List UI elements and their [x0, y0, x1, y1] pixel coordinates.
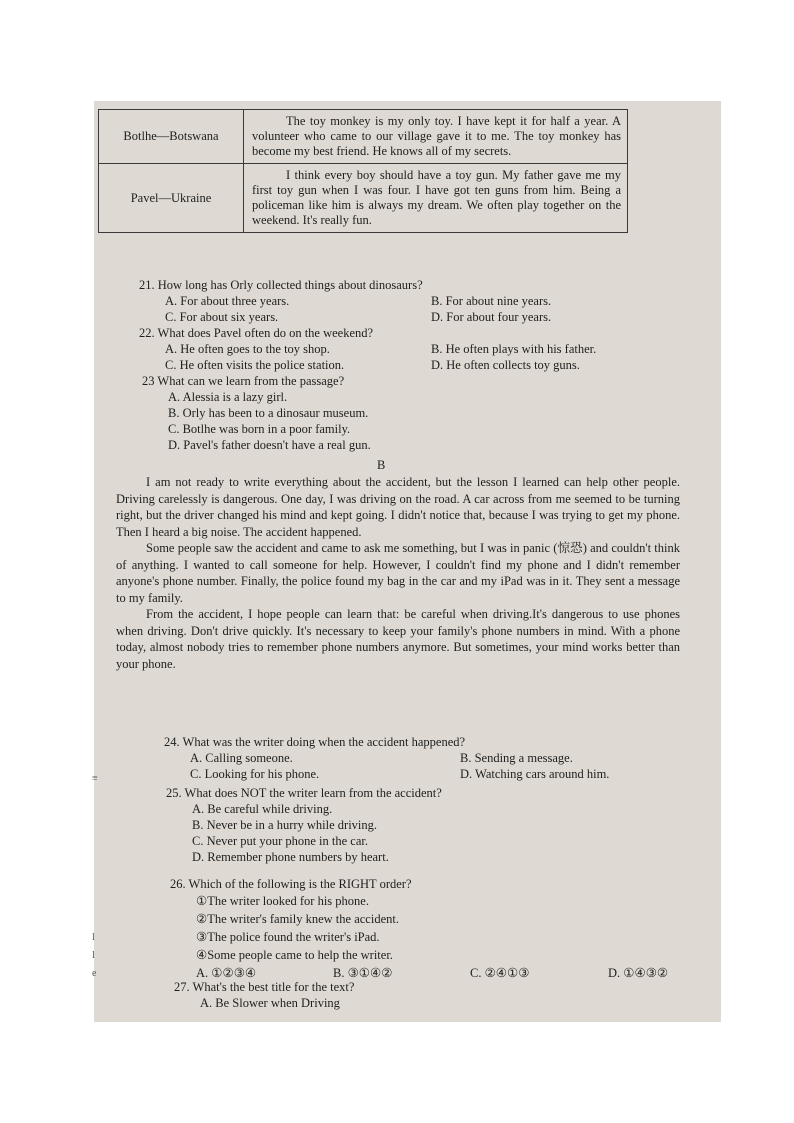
option[interactable]: D. Watching cars around him.: [460, 767, 610, 781]
question-22: [139, 325, 659, 373]
option[interactable]: A. Be Slower when Driving: [200, 996, 340, 1010]
question-24: [164, 734, 694, 782]
option[interactable]: A. ①②③④: [196, 966, 257, 980]
option[interactable]: C. Looking for his phone.: [190, 767, 320, 781]
info-table: [98, 109, 628, 233]
option[interactable]: C. Never put your phone in the car.: [192, 834, 368, 848]
option[interactable]: B. Orly has been to a dinosaur museum.: [168, 406, 369, 420]
person-text: The toy monkey is my only toy. I have kept it for half a year. A volunteer who came to our village gave it to me. The toy monkey has become my best friend. He knows all of my secrets.: [244, 110, 628, 164]
option[interactable]: D. Remember phone numbers by heart.: [192, 850, 389, 864]
order-item: ①The writer looked for his phone.: [196, 894, 369, 908]
option[interactable]: C. ②④①③: [470, 966, 530, 980]
option[interactable]: C. For about six years.: [165, 310, 279, 324]
question-text: 26. Which of the following is the RIGHT order?: [170, 877, 412, 891]
margin-mark: e: [92, 968, 97, 979]
exam-page: [94, 101, 721, 1022]
question-text: 24. What was the writer doing when the accident happened?: [164, 735, 466, 749]
margin-mark: l: [92, 950, 95, 961]
passage-paragraph: I am not ready to write everything about the accident, but the lesson I learned can help other people. Driving carelessly is dangerous. One day, I was driving on the road. A car across from me seemed to be turning right, but the driver changed his mind and kept going. I didn't notice that, because I was trying to get my phone. Then I heard a big noise. The accident happened.: [116, 475, 680, 539]
option[interactable]: D. ①④③②: [608, 966, 669, 980]
person-text: I think every boy should have a toy gun. My father gave me my first toy gun when I was four. I have got ten guns from him. Being a policeman like him is always my dream. We often play together on the weekend. It's really fun.: [244, 164, 628, 233]
question-25: [166, 785, 686, 865]
question-text: 22. What does Pavel often do on the weekend?: [139, 326, 374, 340]
option[interactable]: A. For about three years.: [165, 294, 290, 308]
option[interactable]: B. He often plays with his father.: [431, 342, 597, 356]
reading-passage: [116, 474, 680, 672]
passage-paragraph: Some people saw the accident and came to ask me something, but I was in panic (惊恐) and couldn't think of anything. I wanted to call someone for help. However, I couldn't find my phone and I didn't remember anyone's phone number. Finally, the police found my bag in the car and my iPad was in it. They sent a message to my family.: [116, 541, 680, 605]
question-text: 23 What can we learn from the passage?: [142, 374, 345, 388]
margin-mark: ≡: [92, 773, 98, 784]
option[interactable]: D. He often collects toy guns.: [431, 358, 580, 372]
option[interactable]: A. Alessia is a lazy girl.: [168, 390, 288, 404]
table-row: [99, 110, 628, 164]
question-26: [170, 876, 710, 982]
question-text: 25. What does NOT the writer learn from the accident?: [166, 786, 442, 800]
option[interactable]: B. For about nine years.: [431, 294, 552, 308]
order-item: ④Some people came to help the writer.: [196, 948, 393, 962]
question-23: [142, 373, 662, 453]
option[interactable]: C. He often visits the police station.: [165, 358, 345, 372]
option[interactable]: A. He often goes to the toy shop.: [165, 342, 330, 356]
option[interactable]: C. Botlhe was born in a poor family.: [168, 422, 351, 436]
option[interactable]: B. Sending a message.: [460, 751, 573, 765]
order-item: ③The police found the writer's iPad.: [196, 930, 380, 944]
option[interactable]: D. For about four years.: [431, 310, 552, 324]
person-name: Pavel—Ukraine: [99, 164, 244, 233]
question-27: [174, 979, 694, 1011]
option[interactable]: B. Never be in a hurry while driving.: [192, 818, 378, 832]
option[interactable]: A. Be careful while driving.: [192, 802, 333, 816]
question-text: 27. What's the best title for the text?: [174, 980, 355, 994]
question-text: 21. How long has Orly collected things about dinosaurs?: [139, 278, 423, 292]
passage-paragraph: From the accident, I hope people can learn that: be careful when driving.It's dangerous to use phones when driving. Don't drive quickly. It's necessary to keep your family's phone numbers in mind. With a phone today, almost nobody tries to remember phone numbers anymore. But sometimes, your mind works better than your phone.: [116, 607, 680, 671]
question-21: [139, 277, 659, 325]
option[interactable]: A. Calling someone.: [190, 751, 293, 765]
section-heading: B: [377, 458, 386, 472]
person-name: Botlhe—Botswana: [99, 110, 244, 164]
order-item: ②The writer's family knew the accident.: [196, 912, 399, 926]
margin-mark: l: [92, 932, 95, 943]
option[interactable]: B. ③①④②: [333, 966, 393, 980]
table-row: [99, 164, 628, 233]
option[interactable]: D. Pavel's father doesn't have a real gun.: [168, 438, 371, 452]
